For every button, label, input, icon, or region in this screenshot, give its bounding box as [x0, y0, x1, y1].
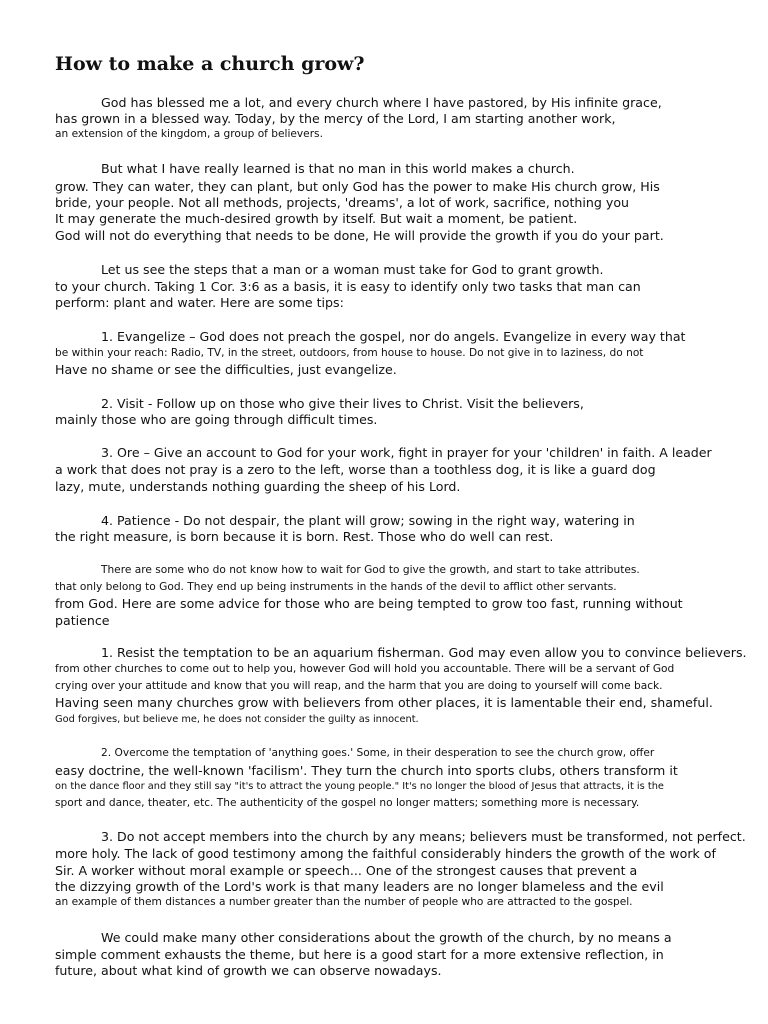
text-line: easy doctrine, the well-known 'facilism'. They turn the church into sports clubs, others transform it: [55, 763, 678, 778]
text-line: simple comment exhausts the theme, but here is a good start for a more extensive reflection, in: [55, 947, 664, 962]
text-line: more holy. The lack of good testimony among the faithful considerably hinders the growth of the work of: [55, 846, 716, 861]
text-line: an extension of the kingdom, a group of believers.: [55, 128, 323, 140]
page-title: How to make a church grow?: [55, 53, 365, 75]
text-line: 1. Evangelize – God does not preach the gospel, nor do angels. Evangelize in every way that: [101, 329, 686, 344]
text-line: from other churches to come out to help you, however God will hold you accountable. There will be a servant of God: [55, 663, 675, 675]
text-line: 2. Overcome the temptation of 'anything goes.' Some, in their desperation to see the church grow, offer: [101, 747, 655, 759]
text-line: to your church. Taking 1 Cor. 3:6 as a basis, it is easy to identify only two tasks that man can: [55, 279, 641, 294]
text-line: from God. Here are some advice for those who are being tempted to grow too fast, running without: [55, 596, 683, 611]
text-line: We could make many other considerations about the growth of the church, by no means a: [101, 930, 672, 945]
text-line: the dizzying growth of the Lord's work is that many leaders are no longer blameless and the evil: [55, 879, 664, 894]
text-line: crying over your attitude and know that you will reap, and the harm that you are doing to yourself will come back.: [55, 680, 663, 692]
text-line: mainly those who are going through difficult times.: [55, 412, 378, 427]
text-line: 2. Visit - Follow up on those who give their lives to Christ. Visit the believers,: [101, 396, 584, 411]
text-line: Have no shame or see the difficulties, just evangelize.: [55, 362, 397, 377]
text-line: an example of them distances a number greater than the number of people who are attracted to the gospel.: [55, 896, 633, 908]
text-line: bride, your people. Not all methods, projects, 'dreams', a lot of work, sacrifice, nothing you: [55, 195, 630, 210]
text-line: on the dance floor and they still say "it's to attract the young people." It's no longer the blood of Jesus that attracts, it is the: [55, 781, 664, 792]
text-line: But what I have really learned is that no man in this world makes a church.: [101, 161, 575, 176]
text-line: God will not do everything that needs to be done, He will provide the growth if you do your part.: [55, 228, 664, 243]
text-line: God forgives, but believe me, he does not consider the guilty as innocent.: [55, 714, 419, 725]
text-line: There are some who do not know how to wait for God to give the growth, and start to take attributes.: [101, 564, 640, 576]
text-line: sport and dance, theater, etc. The authenticity of the gospel no longer matters; something more is necessary.: [55, 797, 640, 809]
text-line: Sir. A worker without moral example or speech... One of the strongest causes that prevent a: [55, 863, 638, 878]
text-line: It may generate the much-desired growth by itself. But wait a moment, be patient.: [55, 211, 578, 226]
text-line: be within your reach: Radio, TV, in the street, outdoors, from house to house. Do not give in to laziness, do not: [55, 347, 644, 359]
text-line: the right measure, is born because it is born. Rest. Those who do well can rest.: [55, 529, 554, 544]
text-line: a work that does not pray is a zero to the left, worse than a toothless dog, it is like a guard dog: [55, 462, 656, 477]
text-line: 4. Patience - Do not despair, the plant will grow; sowing in the right way, watering in: [101, 513, 635, 528]
text-line: God has blessed me a lot, and every church where I have pastored, by His infinite grace,: [101, 95, 662, 110]
text-line: lazy, mute, understands nothing guarding the sheep of his Lord.: [55, 479, 461, 494]
text-line: 3. Do not accept members into the church by any means; believers must be transformed, not perfect.: [101, 829, 746, 844]
text-line: perform: plant and water. Here are some tips:: [55, 295, 344, 310]
text-line: Having seen many churches grow with believers from other places, it is lamentable their end, shameful.: [55, 695, 713, 710]
text-line: future, about what kind of growth we can observe nowadays.: [55, 963, 442, 978]
text-line: 3. Ore – Give an account to God for your work, fight in prayer for your 'children' in faith. A leader: [101, 445, 712, 460]
text-line: Let us see the steps that a man or a woman must take for God to grant growth.: [101, 262, 604, 277]
text-line: grow. They can water, they can plant, but only God has the power to make His church grow, His: [55, 179, 660, 194]
text-line: that only belong to God. They end up being instruments in the hands of the devil to afflict other servants.: [55, 581, 617, 593]
text-line: patience: [55, 613, 110, 628]
text-line: 1. Resist the temptation to be an aquarium fisherman. God may even allow you to convince believers.: [101, 645, 747, 660]
text-line: has grown in a blessed way. Today, by the mercy of the Lord, I am starting another work,: [55, 111, 616, 126]
